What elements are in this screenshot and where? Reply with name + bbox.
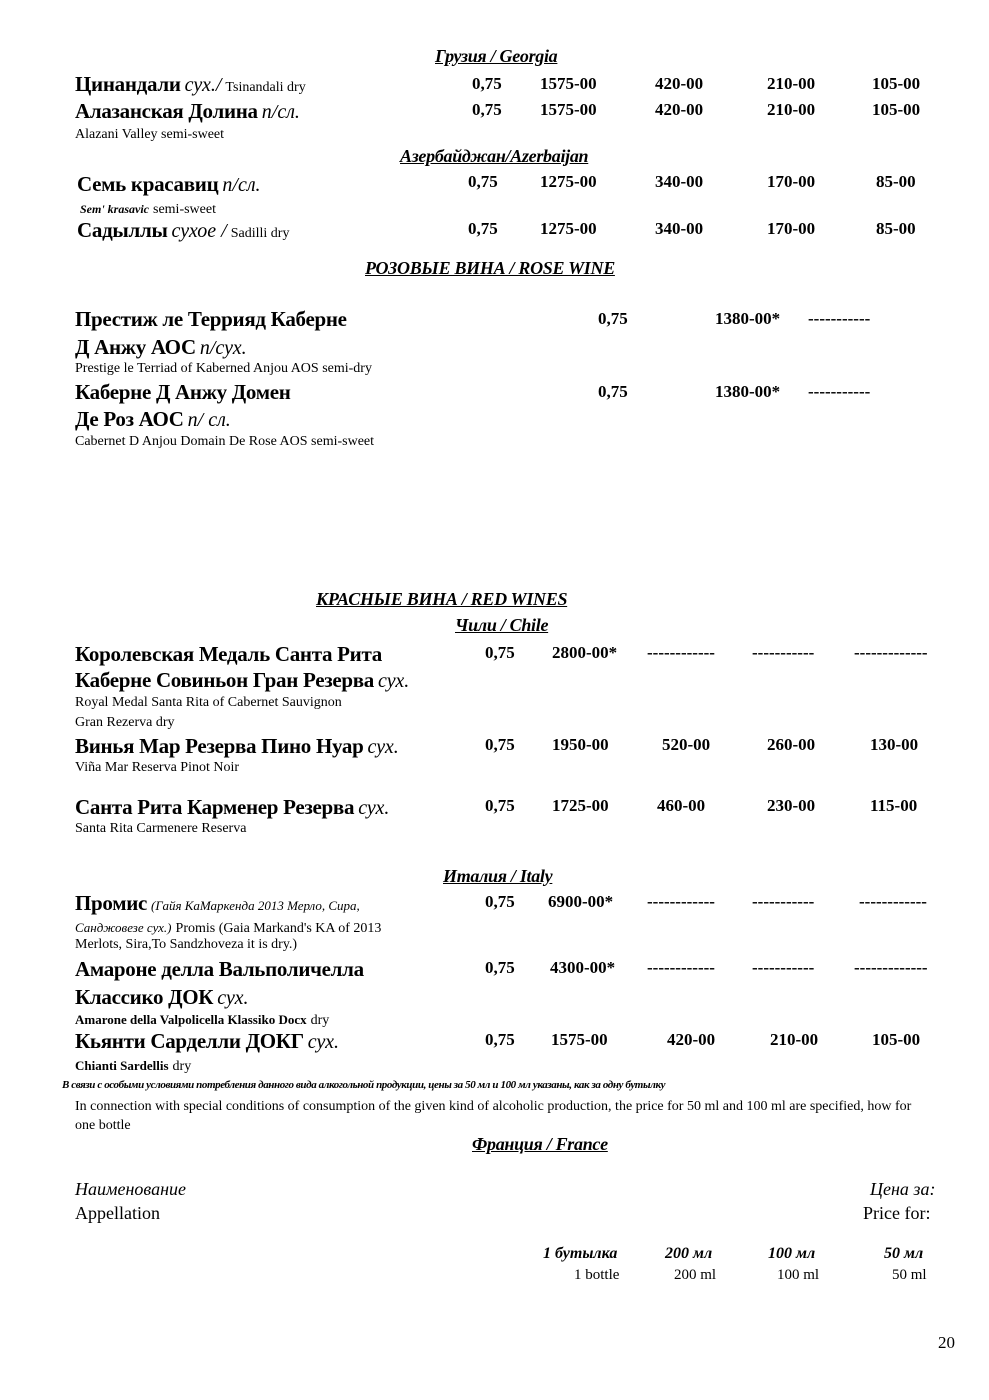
wine-type-ru: п/сл. xyxy=(261,101,300,123)
volume: 0,75 xyxy=(472,100,502,119)
wine-name-ru: Каберне Д Анжу Домен xyxy=(75,380,291,404)
wine-name-en-line2: Gran Rezerva dry xyxy=(75,715,175,730)
wine-note-ru-line2: Санджовезе сух.) xyxy=(75,920,172,935)
price-200: ------------ xyxy=(647,643,715,662)
wine-name-en: Tsinandali dry xyxy=(225,80,306,95)
wine-note-line xyxy=(75,919,381,937)
wine-type-ru: сух. xyxy=(367,736,399,758)
wine-name-ru: Садыллы xyxy=(77,218,168,242)
section-header-georgia: Грузия / Georgia xyxy=(435,46,558,66)
col-header-ru: 100 мл xyxy=(768,1245,816,1262)
volume: 0,75 xyxy=(485,796,515,815)
wine-type-ru: сухое / xyxy=(171,220,227,242)
price-bottle: 1950-00 xyxy=(552,735,609,754)
wine-type-ru: сух. xyxy=(358,797,390,819)
page-number: 20 xyxy=(938,1333,955,1352)
price-50: ------------ xyxy=(859,892,927,911)
wine-type-ru: п/сух. xyxy=(199,337,247,359)
volume: 0,75 xyxy=(485,735,515,754)
wine-name-en: semi-sweet xyxy=(153,202,216,217)
wine-type-ru: сух./ xyxy=(184,74,222,96)
wine-row xyxy=(75,734,399,759)
price-bottle: 6900-00* xyxy=(548,892,614,911)
wine-name-en: Viña Mar Reserva Pinot Noir xyxy=(75,760,240,775)
wine-row xyxy=(75,985,248,1010)
wine-name-ru: Амароне делла Вальполичелла xyxy=(75,957,364,981)
appellation-label-en: Appellation xyxy=(75,1203,160,1223)
price-200: 340-00 xyxy=(655,172,704,191)
wine-name-ru: Престиж ле Террияд Каберне xyxy=(75,307,347,331)
price-200: ------------ xyxy=(647,892,715,911)
price-50: 85-00 xyxy=(876,219,916,238)
price-bottle: 1275-00 xyxy=(540,172,597,191)
price-200: 420-00 xyxy=(655,74,704,93)
price-200: 460-00 xyxy=(657,796,706,815)
wine-row xyxy=(75,335,247,360)
price-50: 105-00 xyxy=(872,100,921,119)
wine-row xyxy=(75,72,306,97)
price-200: ------------ xyxy=(647,958,715,977)
wine-name-en: Prestige le Terriad of Kaberned Anjou AOS semi-dry xyxy=(75,361,372,376)
wine-type-ru: сух. xyxy=(307,1031,339,1053)
wine-name-en-italic: Sem' krasavic xyxy=(80,202,149,216)
wine-name-en: Santa Rita Carmenere Reserva xyxy=(75,821,247,836)
price-label-en: Price for: xyxy=(863,1203,931,1223)
volume: 0,75 xyxy=(468,172,498,191)
wine-row xyxy=(77,218,289,243)
volume: 0,75 xyxy=(485,958,515,977)
wine-name-ru: Цинандали xyxy=(75,72,181,96)
price-100: 260-00 xyxy=(767,735,816,754)
price-dash: ----------- xyxy=(808,309,871,328)
wine-row xyxy=(77,172,261,197)
wine-row xyxy=(75,99,300,124)
price-bottle: 1380-00* xyxy=(715,309,781,328)
wine-type-ru: сух. xyxy=(378,670,410,692)
col-header-ru: 1 бутылка xyxy=(543,1245,618,1262)
volume: 0,75 xyxy=(598,382,628,401)
price-200: 420-00 xyxy=(655,100,704,119)
volume: 0,75 xyxy=(485,1030,515,1049)
wine-name-ru: Санта Рита Карменер Резерва xyxy=(75,795,355,819)
wine-row xyxy=(75,668,409,693)
volume: 0,75 xyxy=(485,892,515,911)
price-50: 130-00 xyxy=(870,735,919,754)
wine-name-ru: Алазанская Долина xyxy=(75,99,258,123)
wine-row xyxy=(75,1029,339,1054)
price-50: 115-00 xyxy=(870,796,918,815)
price-100: 210-00 xyxy=(767,100,816,119)
wine-name-en: Sadilli dry xyxy=(230,226,290,241)
wine-row xyxy=(75,795,389,820)
price-50: ------------- xyxy=(854,958,928,977)
price-100: ----------- xyxy=(752,643,815,662)
wine-note-en-line2: Merlots, Sira,To Sandzhoveza it is dry.) xyxy=(75,937,298,952)
wine-note-en: Promis (Gaia Markand's KA of 2013 xyxy=(175,921,382,936)
wine-name-ru: Кьянти Сарделли ДОКГ xyxy=(75,1029,304,1053)
section-header-italy: Италия / Italy xyxy=(443,866,553,886)
wine-name-ru: Королевская Медаль Санта Рита xyxy=(75,642,382,666)
volume: 0,75 xyxy=(485,643,515,662)
col-header-en: 1 bottle xyxy=(574,1267,620,1283)
price-bottle: 1725-00 xyxy=(552,796,609,815)
price-100: 170-00 xyxy=(767,219,816,238)
col-header-en: 200 ml xyxy=(674,1267,717,1283)
price-bottle: 4300-00* xyxy=(550,958,616,977)
col-header-ru: 200 мл xyxy=(665,1245,713,1262)
price-100: 210-00 xyxy=(767,74,816,93)
wine-note-ru: (Гайя КаМаркенда 2013 Мерло, Сира, xyxy=(151,898,360,913)
volume: 0,75 xyxy=(468,219,498,238)
wine-name-en-bold: Amarone della Valpolicella Klassiko Docx xyxy=(75,1012,307,1027)
wine-name-ru-line2: Де Роз АОС xyxy=(75,407,184,431)
price-bottle: 2800-00* xyxy=(552,643,618,662)
volume: 0,75 xyxy=(598,309,628,328)
price-200: 420-00 xyxy=(667,1030,716,1049)
wine-name-en: dry xyxy=(310,1013,330,1028)
wine-name-ru: Винья Мар Резерва Пино Нуар xyxy=(75,734,364,758)
price-100: 210-00 xyxy=(770,1030,819,1049)
price-100: ----------- xyxy=(752,958,815,977)
wine-name-en-line xyxy=(80,200,216,218)
price-100: 170-00 xyxy=(767,172,816,191)
wine-name-en-line xyxy=(75,1011,329,1029)
appellation-label-ru: Наименование xyxy=(75,1179,187,1199)
wine-row xyxy=(75,891,360,916)
price-dash: ----------- xyxy=(808,382,871,401)
section-header-france: Франция / France xyxy=(472,1134,608,1154)
wine-name-ru-line2: Каберне Совиньон Гран Резерва xyxy=(75,668,374,692)
wine-name-ru: Промис xyxy=(75,891,148,915)
wine-name-en-bold: Chianti Sardellis xyxy=(75,1058,169,1073)
wine-type-ru: сух. xyxy=(217,987,249,1009)
wine-name-en: dry xyxy=(172,1059,192,1074)
price-200: 520-00 xyxy=(662,735,711,754)
wine-name-ru-line2: Классико ДОК xyxy=(75,985,214,1009)
price-bottle: 1575-00 xyxy=(540,100,597,119)
price-100: ----------- xyxy=(752,892,815,911)
section-header-azerbaijan: Азербайджан/Azerbaijan xyxy=(400,146,589,166)
price-50: 85-00 xyxy=(876,172,916,191)
wine-name-en: Alazani Valley semi-sweet xyxy=(75,127,225,142)
wine-name-en: Cabernet D Anjou Domain De Rose AOS semi-sweet xyxy=(75,434,375,449)
price-bottle: 1575-00 xyxy=(540,74,597,93)
wine-name-en: Royal Medal Santa Rita of Cabernet Sauvignon xyxy=(75,695,342,710)
price-50: 105-00 xyxy=(872,1030,921,1049)
wine-name-ru-line2: Д Анжу АОС xyxy=(75,335,196,359)
price-50: 105-00 xyxy=(872,74,921,93)
price-100: 230-00 xyxy=(767,796,816,815)
notice-ru: В связи с особыми условиями потребления данного вида алкогольной продукции, цены за 50 мл и 100 мл указаны, как за одну бутылку xyxy=(62,1079,666,1091)
volume: 0,75 xyxy=(472,74,502,93)
price-50: ------------- xyxy=(854,643,928,662)
wine-name-en-line xyxy=(75,1057,191,1075)
section-header-rose: РОЗОВЫЕ ВИНА / ROSE WINE xyxy=(365,258,615,278)
price-label-ru: Цена за: xyxy=(870,1179,936,1199)
price-200: 340-00 xyxy=(655,219,704,238)
col-header-en: 100 ml xyxy=(777,1267,820,1283)
section-header-chile: Чили / Chile xyxy=(455,615,549,635)
col-header-ru: 50 мл xyxy=(884,1245,924,1262)
wine-type-ru: п/ сл. xyxy=(187,409,231,431)
price-bottle: 1275-00 xyxy=(540,219,597,238)
price-bottle: 1575-00 xyxy=(551,1030,608,1049)
section-header-red: КРАСНЫЕ ВИНА / RED WINES xyxy=(316,589,568,609)
notice-en: In connection with special conditions of consumption of the given kind of alcoholic production, the price for 50 ml and 100 ml are specified, how for one bottle xyxy=(75,1099,912,1133)
price-bottle: 1380-00* xyxy=(715,382,781,401)
wine-row xyxy=(75,407,231,432)
wine-name-ru: Семь красавиц xyxy=(77,172,219,196)
col-header-en: 50 ml xyxy=(892,1267,927,1283)
wine-type-ru: п/сл. xyxy=(222,174,261,196)
